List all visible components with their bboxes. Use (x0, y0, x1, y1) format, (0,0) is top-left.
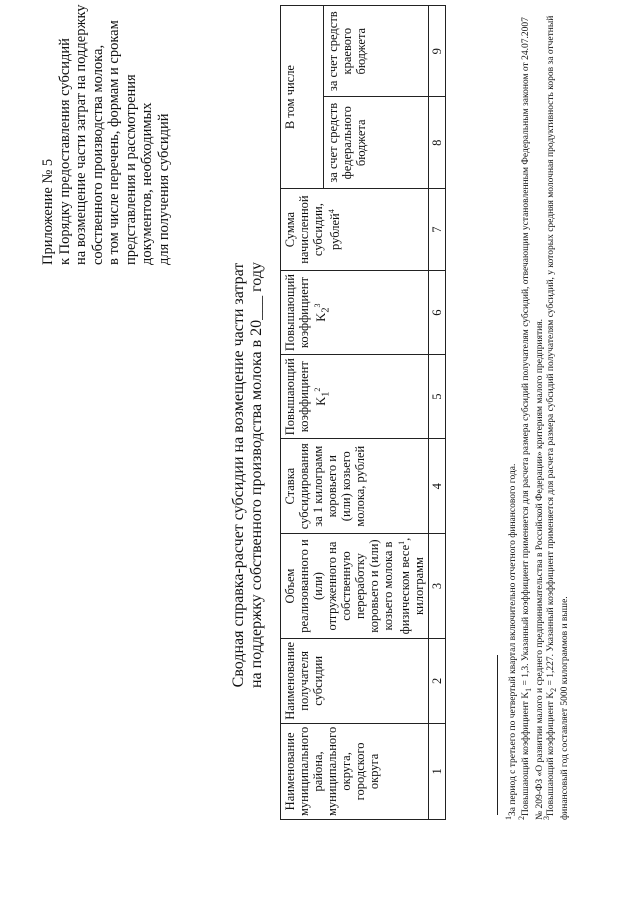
header-coef-k2 (281, 271, 429, 355)
footnote-ref: 2 (313, 387, 322, 392)
column-number: 1 (429, 723, 446, 819)
column-number: 3 (429, 534, 446, 639)
header-volume-unit: , килограмм (398, 537, 427, 616)
footnote-separator (497, 655, 498, 815)
appendix-line: на возмещение части затрат на поддержку (73, 4, 89, 265)
coef-k2-label: Повышающий коэффициент K (283, 274, 329, 352)
footnote-mark: 1 (504, 816, 513, 820)
title-line-2: на поддержку собственного производства молока в 20___ году (248, 262, 265, 688)
footnote-3-text-b: = 1,227. Указанный коэффициент применяется для расчета размера субсидий получателям субсидий, у которых средняя молочная продуктивность коров за отчетный финансовый год составляет 5000 килограммов и выше. (546, 15, 570, 820)
appendix-line: для получения субсидий (155, 113, 172, 265)
header-federal-budget: за счет средств федерального бюджета (323, 97, 429, 189)
footnote-2-text-b: = 1,3. Указанный коэффициент применяется для расчета размера субсидий получателям субсидий, отвечающим установленным Федеральным законом от 24.07.2007 № 209-ФЗ «О развитии малого и среднего предпринимательства в Российской Федерации» критериям малого предприятия. (521, 17, 545, 820)
appendix-line: собственного производства молока, (89, 44, 106, 265)
footnote-mark: 2 (517, 816, 526, 820)
footnote-1-text: За период с третьего по четвертый квартал включительно отчетного финансового года. (508, 463, 519, 816)
column-number: 9 (429, 6, 446, 97)
header-rate: Ставка субсидирования за 1 килограмм коровьего и (или) козьего молока, рублей (281, 439, 429, 534)
header-municipality: Наименование муниципального района, муниципального округа, городского округа (281, 723, 429, 819)
total-sum-label: Сумма начисленной субсидии, рублей (283, 195, 343, 264)
title-line-1: Сводная справка-расчет субсидии на возмещение части затрат (230, 262, 247, 688)
footnote-mark: 3 (542, 816, 551, 820)
appendix-line: к Порядку предоставления субсидий (56, 38, 73, 265)
footnote-2-sub: 1 (524, 687, 534, 692)
header-regional-budget: за счет средств краевого бюджета (323, 6, 429, 97)
header-volume-text: Объем реализованного и (или) отгруженного на собственную переработку коровьего и (или) козьего молока в физическом весе (283, 539, 413, 635)
header-row (281, 6, 324, 820)
footnote-ref: 4 (327, 209, 336, 214)
coef-k1-sub: 1 (320, 391, 332, 397)
column-number: 6 (429, 271, 446, 355)
coef-k2-sub: 2 (320, 307, 332, 313)
appendix-line: Приложение № 5 (40, 158, 56, 265)
appendix-line: представления и рассмотрения (122, 74, 139, 265)
column-number-row (429, 6, 446, 820)
appendix-block (40, 4, 172, 265)
document-title (230, 195, 266, 755)
footnote-2-text-a: Повышающий коэффициент K (521, 691, 532, 816)
footnote-3-text-a: Повышающий коэффициент K (546, 691, 557, 816)
header-coef-k1 (281, 355, 429, 439)
appendix-line: документов, необходимых (139, 102, 155, 265)
column-number: 2 (429, 638, 446, 723)
column-number: 5 (429, 355, 446, 439)
appendix-line: в том числе перечень, формам и срокам (106, 20, 122, 265)
footnote-ref: 3 (313, 303, 322, 308)
footnote-3 (541, 10, 571, 820)
footnote-ref: 1 (397, 540, 406, 545)
footnote-3-sub: 2 (549, 687, 559, 692)
header-recipient: Наименование получателя субсидии (281, 638, 429, 723)
column-number: 4 (429, 439, 446, 534)
coef-k1-label: Повышающий коэффициент K (283, 358, 329, 436)
header-total-sum (281, 189, 429, 271)
header-volume (281, 534, 429, 639)
column-number: 7 (429, 189, 446, 271)
column-number: 8 (429, 97, 446, 189)
header-including-group: В том числе (281, 6, 324, 189)
subsidy-table (280, 5, 446, 820)
